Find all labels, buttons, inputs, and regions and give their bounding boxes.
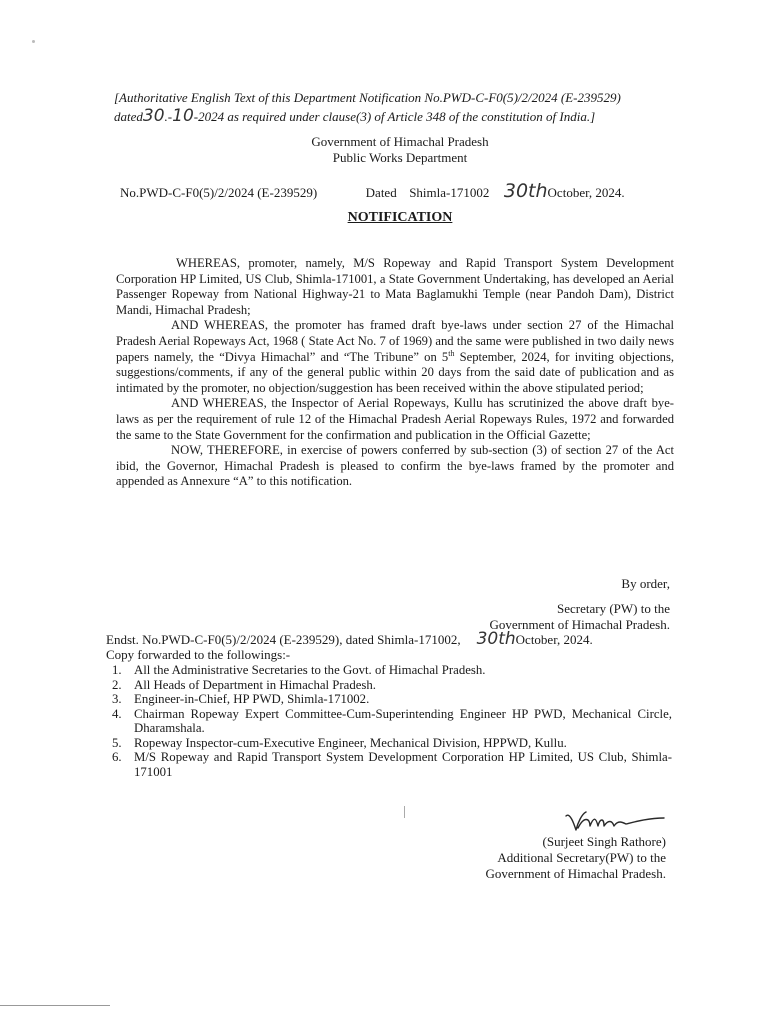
list-item: 4. Chairman Ropeway Expert Committee-Cum-Superintending Engineer HP PWD, Mechanical Circle, Dharamshala. <box>112 706 672 735</box>
copy-forwarded-list <box>112 663 672 779</box>
signer-designation: Additional Secretary(PW) to the <box>497 850 666 865</box>
list-item: 6. M/S Ropeway and Rapid Transport System Development Corporation HP Limited, US Club, Shimla-171001 <box>112 750 672 779</box>
list-item: 3. Engineer-in-Chief, HP PWD, Shimla-171002. <box>112 692 370 706</box>
reference-line <box>120 180 660 202</box>
paragraph-and-whereas-1: AND WHEREAS, the promoter has framed draft bye-laws under section 27 of the Himachal Pradesh Aerial Ropeways Act, 1968 ( State Act No. 7 of 1969) and the same were published in two daily news papers namely, the “Divya Himachal” and “The Tribune” on 5th September, 2024, for inviting objections, suggestions/comments, if any of the general public within 20 days from the said date of publication and as intimated by the promoter, no objection/suggestion has been received within the above stipulated period; <box>116 318 674 395</box>
signer-organisation: Government of Himachal Pradesh. <box>485 866 666 881</box>
notification-body <box>116 256 674 490</box>
signer-block <box>430 834 666 882</box>
paragraph-now-therefore: NOW, THEREFORE, in exercise of powers conferred by sub-section (3) of section 27 of the Act ibid, the Governor, Himachal Pradesh is pleased to confirm the bye-laws framed by the promoter and appended as Annexure “A” to this notification. <box>116 443 674 489</box>
list-item: 2. All Heads of Department in Himachal Pradesh. <box>112 677 377 692</box>
reference-month-year: October, 2024. <box>547 185 625 200</box>
handwritten-date: 30th <box>503 180 548 202</box>
authoritative-text-note: [Authoritative English Text of this Department Notification No.PWD-C-F0(5)/2/2024 (E-239529) dated30.-10-2024 as required under clause(3) of Article 348 of the constitution of India.] <box>114 90 621 126</box>
government-heading <box>0 134 768 166</box>
by-order: By order, <box>621 576 670 591</box>
endorsement <box>106 629 666 662</box>
paragraph-whereas: WHEREAS, promoter, namely, M/S Ropeway and Rapid Transport System Development Corporation HP Limited, US Club, Shimla-171001, a State Government Undertaking, has developed an Aerial Passenger Ropeway from National Highway-21 to Mata Baglamukhi Temple (near Pandoh Dam), District Mandi, Himachal Pradesh; <box>116 256 674 317</box>
list-item: 5. Ropeway Inspector-cum-Executive Engineer, Mechanical Division, HPPWD, Kullu. <box>112 735 567 750</box>
copy-forwarded-line: Copy forwarded to the followings:- <box>106 647 291 662</box>
scan-speck <box>32 40 35 43</box>
endorsement-line: Endst. No.PWD-C-F0(5)/2/2024 (E-239529), dated Shimla-171002, 30thOctober, 2024. <box>106 629 593 649</box>
list-item: 1. All the Administrative Secretaries to the Govt. of Himachal Pradesh. <box>112 663 486 677</box>
secretary-block: Secretary (PW) to the Government of Himachal Pradesh. <box>489 601 670 632</box>
scan-edge-line <box>0 1005 110 1006</box>
reference-number: No.PWD-C-F0(5)/2/2024 (E-239529) <box>120 185 318 200</box>
government-name: Government of Himachal Pradesh <box>311 134 489 149</box>
department-name: Public Works Department <box>332 150 468 165</box>
dated-label: Dated <box>365 185 397 200</box>
scan-tick <box>404 806 405 818</box>
handwritten-endorsement-date: 30th <box>476 629 516 649</box>
notification-title: NOTIFICATION <box>347 210 453 225</box>
handwritten-month: 10 <box>172 106 194 126</box>
paragraph-and-whereas-2: AND WHEREAS, the Inspector of Aerial Ropeways, Kullu has scrutinized the above draft bye-laws as per the requirement of rule 12 of the Himachal Pradesh Aerial Ropeways Rules, 1972 and forwarded the same to the State Government for the confirmation and publication in the Official Gazette; <box>116 396 674 442</box>
handwritten-day: 30 <box>142 106 165 126</box>
reference-place: Shimla-171002 <box>409 185 490 200</box>
signer-name: (Surjeet Singh Rathore) <box>542 834 666 849</box>
